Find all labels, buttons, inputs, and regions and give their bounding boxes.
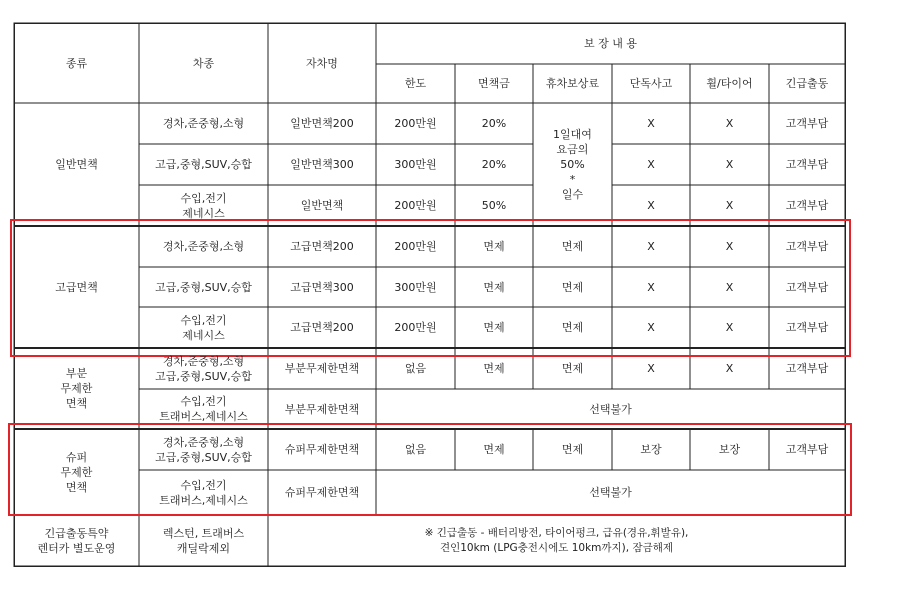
roadside-value: 고객부담	[785, 240, 829, 253]
deductible-value: 면제	[483, 321, 505, 334]
vehicle-class: 경차,준중형,소형 고급,중형,SUV,승합	[155, 435, 252, 464]
downtime-value: 면제	[561, 321, 584, 334]
downtime-value: 면제	[561, 280, 584, 294]
header-limit: 한도	[404, 77, 427, 90]
wheel-tire-value: X	[725, 280, 734, 294]
plan-name: 고급면책300	[290, 280, 354, 294]
solo-accident-value: X	[647, 362, 655, 375]
wheel-tire-value: 보장	[718, 443, 741, 456]
group-premium: 고급면책	[55, 280, 98, 294]
deductible-value: 면제	[483, 443, 505, 456]
downtime-value: 1일대여 요금의 50% * 일수	[553, 128, 592, 201]
vehicle-class: 경차,준중형,소형 고급,중형,SUV,승합	[155, 354, 252, 383]
header-plan-name: 자차명	[306, 56, 338, 70]
vehicle-class: 고급,중형,SUV,승합	[155, 280, 252, 294]
group-super: 슈퍼 무제한 면책	[60, 450, 93, 494]
downtime-value: 면제	[561, 443, 584, 456]
header-deductible: 면책금	[478, 77, 510, 90]
limit-value: 300만원	[394, 280, 437, 294]
vehicle-class: 렉스턴, 트래버스 캐딜락제외	[162, 526, 245, 555]
limit-value: 없음	[404, 443, 427, 456]
plan-name: 고급면책200	[290, 321, 354, 334]
solo-accident-value: 보장	[640, 443, 662, 456]
wheel-tire-value: X	[725, 117, 734, 130]
solo-accident-value: X	[647, 117, 655, 130]
header-solo-accident: 단독사고	[629, 77, 673, 90]
group-partial: 부분 무제한 면책	[60, 367, 93, 410]
plan-name: 일반면책300	[290, 158, 354, 171]
header-downtime: 휴차보상료	[545, 77, 600, 90]
deductible-value: 면제	[483, 362, 505, 375]
solo-accident-value: X	[647, 158, 655, 171]
deductible-value: 면제	[483, 280, 505, 294]
roadside-value: 고객부담	[785, 362, 829, 375]
limit-value: 200만원	[394, 199, 437, 212]
roadside-value: 고객부담	[785, 443, 829, 456]
vehicle-class: 수입,전기 트래버스,제네시스	[159, 395, 248, 423]
limit-value: 200만원	[394, 240, 437, 253]
header-kind: 종류	[65, 56, 88, 70]
roadside-value: 고객부담	[785, 158, 829, 171]
wheel-tire-value: X	[725, 240, 734, 253]
header-wheel-tire: 휠/타이어	[706, 77, 753, 90]
vehicle-class: 수입,전기 제네시스	[180, 313, 227, 342]
header-roadside: 긴급출동	[785, 77, 829, 90]
roadside-note: ※ 긴급출동 - 배터리방전, 타이어펑크, 급유(경유,휘발유), 견인10km (LPG충전시에도 10km까지), 잠금해제	[424, 526, 689, 554]
solo-accident-value: X	[647, 199, 655, 212]
group-special: 긴급출동특약 렌터카 별도운영	[37, 526, 116, 555]
limit-value: 300만원	[394, 158, 437, 171]
plan-name: 부분무제한면책	[284, 362, 360, 375]
vehicle-class: 수입,전기 제네시스	[180, 191, 227, 220]
limit-value: 200만원	[394, 321, 437, 334]
plan-name: 일반면책	[300, 199, 344, 212]
vehicle-class: 경차,준중형,소형	[162, 117, 245, 130]
plan-name: 부분무제한면책	[284, 402, 360, 416]
wheel-tire-value: X	[725, 321, 734, 334]
group-basic: 일반면책	[55, 158, 98, 171]
vehicle-class: 고급,중형,SUV,승합	[155, 158, 252, 171]
deductible-value: 20%	[481, 158, 507, 171]
roadside-value: 고객부담	[785, 321, 829, 334]
roadside-value: 고객부담	[785, 280, 829, 294]
limit-value: 없음	[404, 362, 427, 375]
plan-name: 슈퍼무제한면책	[284, 486, 360, 499]
roadside-value: 고객부담	[785, 117, 829, 130]
wheel-tire-value: X	[725, 158, 734, 171]
deductible-value: 면제	[483, 240, 505, 253]
plan-name: 슈퍼무제한면책	[284, 443, 360, 456]
deductible-value: 50%	[481, 199, 507, 212]
solo-accident-value: X	[647, 280, 655, 294]
wheel-tire-value: X	[725, 199, 734, 212]
wheel-tire-value: X	[725, 362, 734, 375]
not-selectable: 선택불가	[589, 402, 632, 416]
vehicle-class: 수입,전기 트래버스,제네시스	[159, 478, 248, 507]
solo-accident-value: X	[647, 240, 655, 253]
roadside-value: 고객부담	[785, 199, 829, 212]
downtime-value: 면제	[561, 240, 584, 253]
limit-value: 200만원	[394, 117, 437, 130]
downtime-value: 면제	[561, 362, 584, 375]
vehicle-class: 경차,준중형,소형	[162, 240, 245, 253]
plan-name: 고급면책200	[290, 240, 354, 253]
not-selectable: 선택불가	[589, 486, 632, 499]
header-vehicle-class: 차종	[192, 56, 215, 70]
deductible-value: 20%	[481, 117, 507, 130]
solo-accident-value: X	[647, 321, 655, 334]
plan-name: 일반면책200	[290, 117, 354, 130]
header-coverage: 보 장 내 용	[584, 37, 637, 50]
